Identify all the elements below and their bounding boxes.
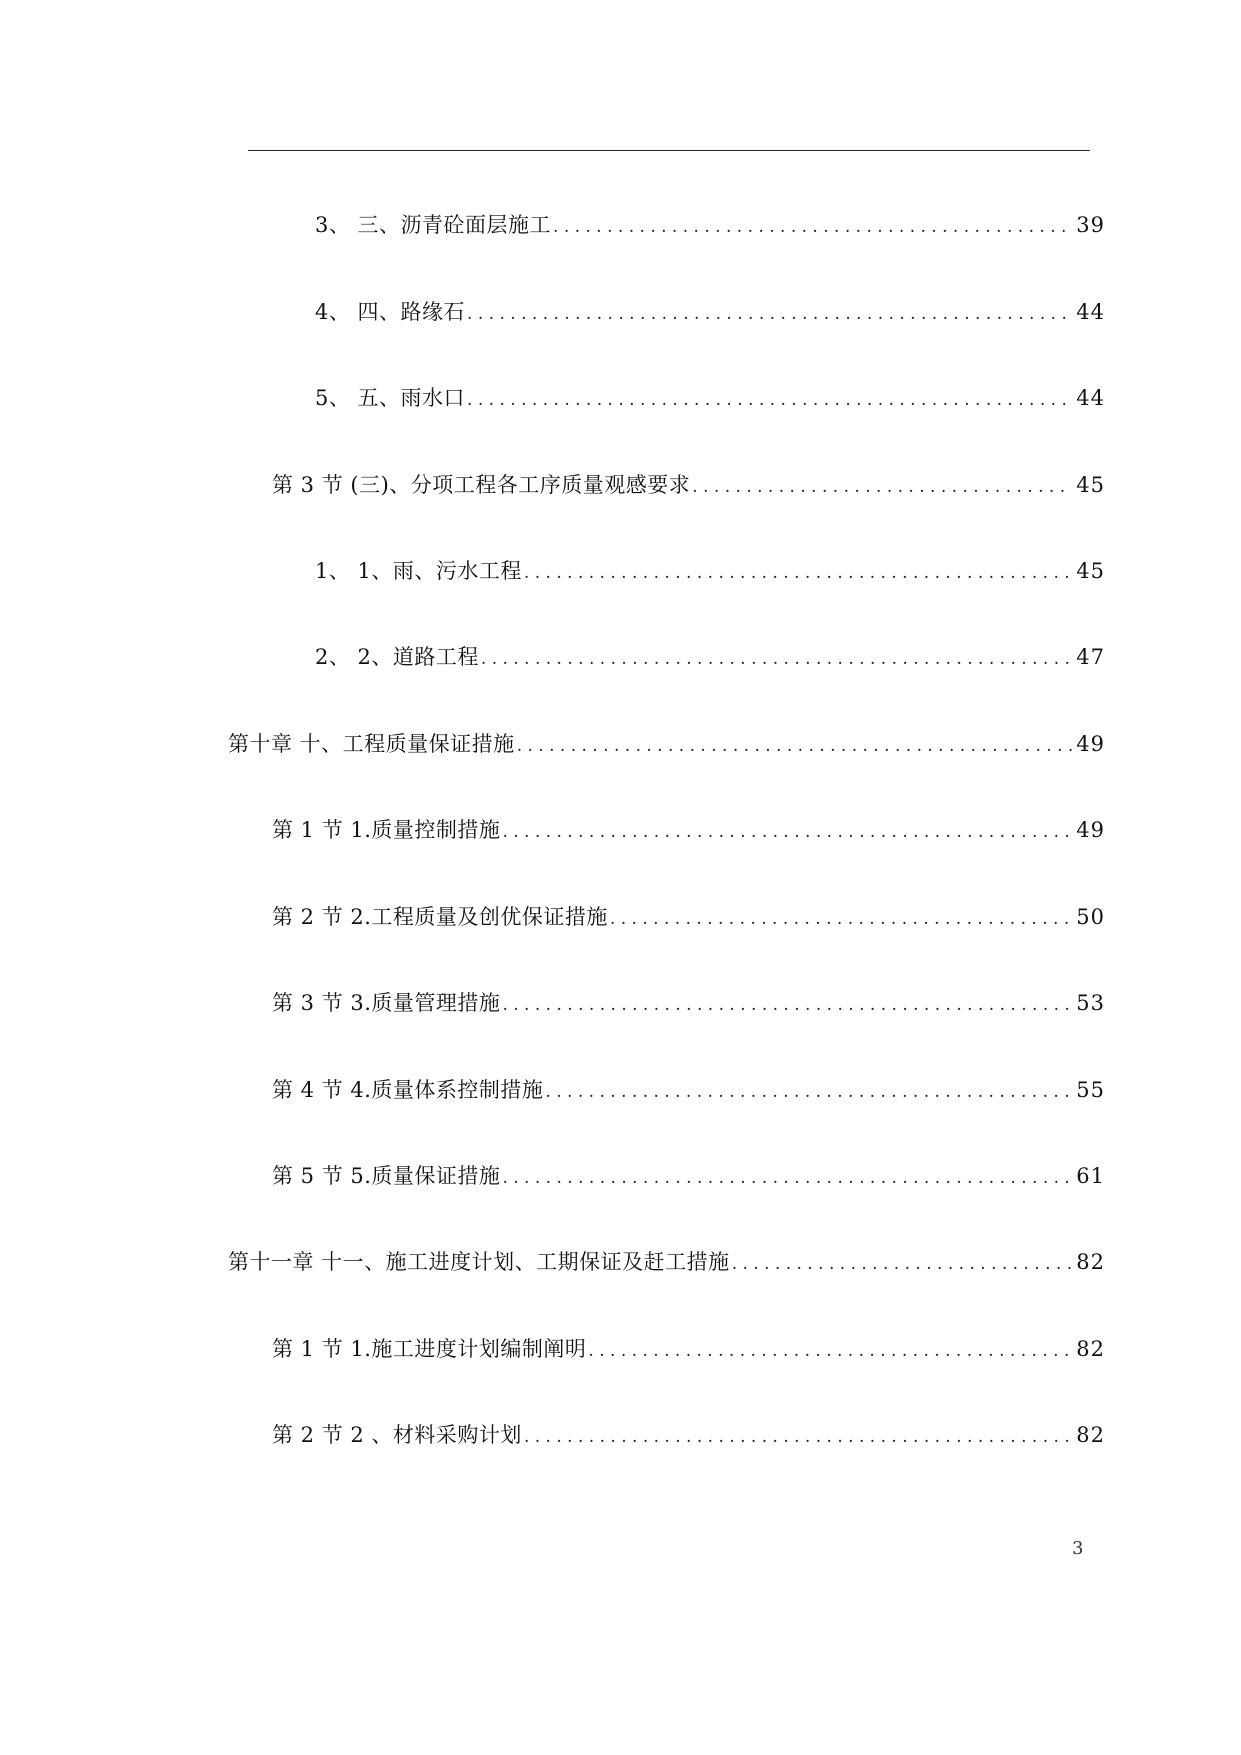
toc-entry-page: 39 [1076, 213, 1105, 237]
toc-entry-label: 第 5 节 5.质量保证措施 [272, 1164, 501, 1188]
toc-entry[interactable] [272, 1072, 1105, 1108]
toc-entry-label: 第 3 节 (三)、分项工程各工序质量观感要求 [272, 473, 691, 497]
toc-dot-leader [502, 1160, 1072, 1196]
toc-entry-page: 44 [1076, 300, 1105, 324]
toc-entry-page: 53 [1076, 991, 1105, 1015]
toc-entry-label: 第 4 节 4.质量体系控制措施 [272, 1078, 544, 1102]
toc-entry[interactable] [315, 294, 1105, 330]
toc-entry-label: 第 2 节 2 、材料采购计划 [272, 1423, 522, 1447]
page-number: 3 [1072, 1538, 1084, 1559]
toc-entry-page: 45 [1076, 473, 1105, 497]
toc-dot-leader [545, 1074, 1072, 1110]
toc-entry-label: 第 1 节 1.质量控制措施 [272, 818, 501, 842]
toc-entry-page: 47 [1076, 645, 1105, 669]
toc-entry-label: 2、 2、道路工程 [315, 645, 479, 669]
toc-entry-label: 3、 三、沥青砼面层施工 [315, 213, 552, 237]
toc-entry[interactable] [315, 639, 1105, 675]
toc-entry[interactable] [228, 1244, 1105, 1280]
toc-dot-leader [588, 1333, 1072, 1369]
toc-entry[interactable] [272, 899, 1105, 935]
toc-dot-leader [553, 209, 1072, 245]
toc-entry-page: 82 [1076, 1250, 1105, 1274]
toc-dot-leader [517, 728, 1073, 764]
toc-entry[interactable] [272, 1417, 1105, 1453]
toc-entry-label: 第十一章 十一、施工进度计划、工期保证及赶工措施 [228, 1250, 730, 1274]
toc-entry-label: 1、 1、雨、污水工程 [315, 559, 522, 583]
toc-entry-page: 82 [1076, 1337, 1105, 1361]
toc-entry[interactable] [272, 1158, 1105, 1194]
toc-entry-page: 55 [1076, 1078, 1105, 1102]
toc-dot-leader [467, 296, 1072, 332]
toc-entry-page: 44 [1076, 386, 1105, 410]
toc-entry[interactable] [272, 985, 1105, 1021]
toc-entry-page: 49 [1076, 818, 1105, 842]
toc-dot-leader [502, 987, 1072, 1023]
toc-entry-label: 第 1 节 1.施工进度计划编制阐明 [272, 1337, 587, 1361]
toc-dot-leader [502, 814, 1072, 850]
toc-dot-leader [732, 1246, 1073, 1282]
toc-entry-page: 50 [1076, 905, 1105, 929]
toc-entry-page: 49 [1076, 732, 1105, 756]
toc-entry-page: 45 [1076, 559, 1105, 583]
toc-entry[interactable] [315, 207, 1105, 243]
toc-entry-label: 第 2 节 2.工程质量及创优保证措施 [272, 905, 608, 929]
toc-dot-leader [467, 382, 1072, 418]
toc-dot-leader [610, 901, 1072, 937]
toc-entry[interactable] [272, 467, 1105, 503]
toc-entry-label: 第十章 十、工程质量保证措施 [228, 732, 515, 756]
header-rule [248, 150, 1090, 151]
toc-dot-leader [481, 641, 1072, 677]
toc-dot-leader [524, 1419, 1072, 1455]
toc-dot-leader [692, 469, 1072, 505]
toc-entry[interactable] [315, 380, 1105, 416]
toc-dot-leader [524, 555, 1072, 591]
toc-entry[interactable] [272, 1331, 1105, 1367]
toc-entry[interactable] [315, 553, 1105, 589]
toc-entry-page: 61 [1076, 1164, 1105, 1188]
toc-entry[interactable] [228, 726, 1105, 762]
toc-entry[interactable] [272, 812, 1105, 848]
toc-entry-label: 5、 五、雨水口 [315, 386, 466, 410]
toc-entry-label: 第 3 节 3.质量管理措施 [272, 991, 501, 1015]
toc-entry-page: 82 [1076, 1423, 1105, 1447]
toc-entry-label: 4、 四、路缘石 [315, 300, 466, 324]
